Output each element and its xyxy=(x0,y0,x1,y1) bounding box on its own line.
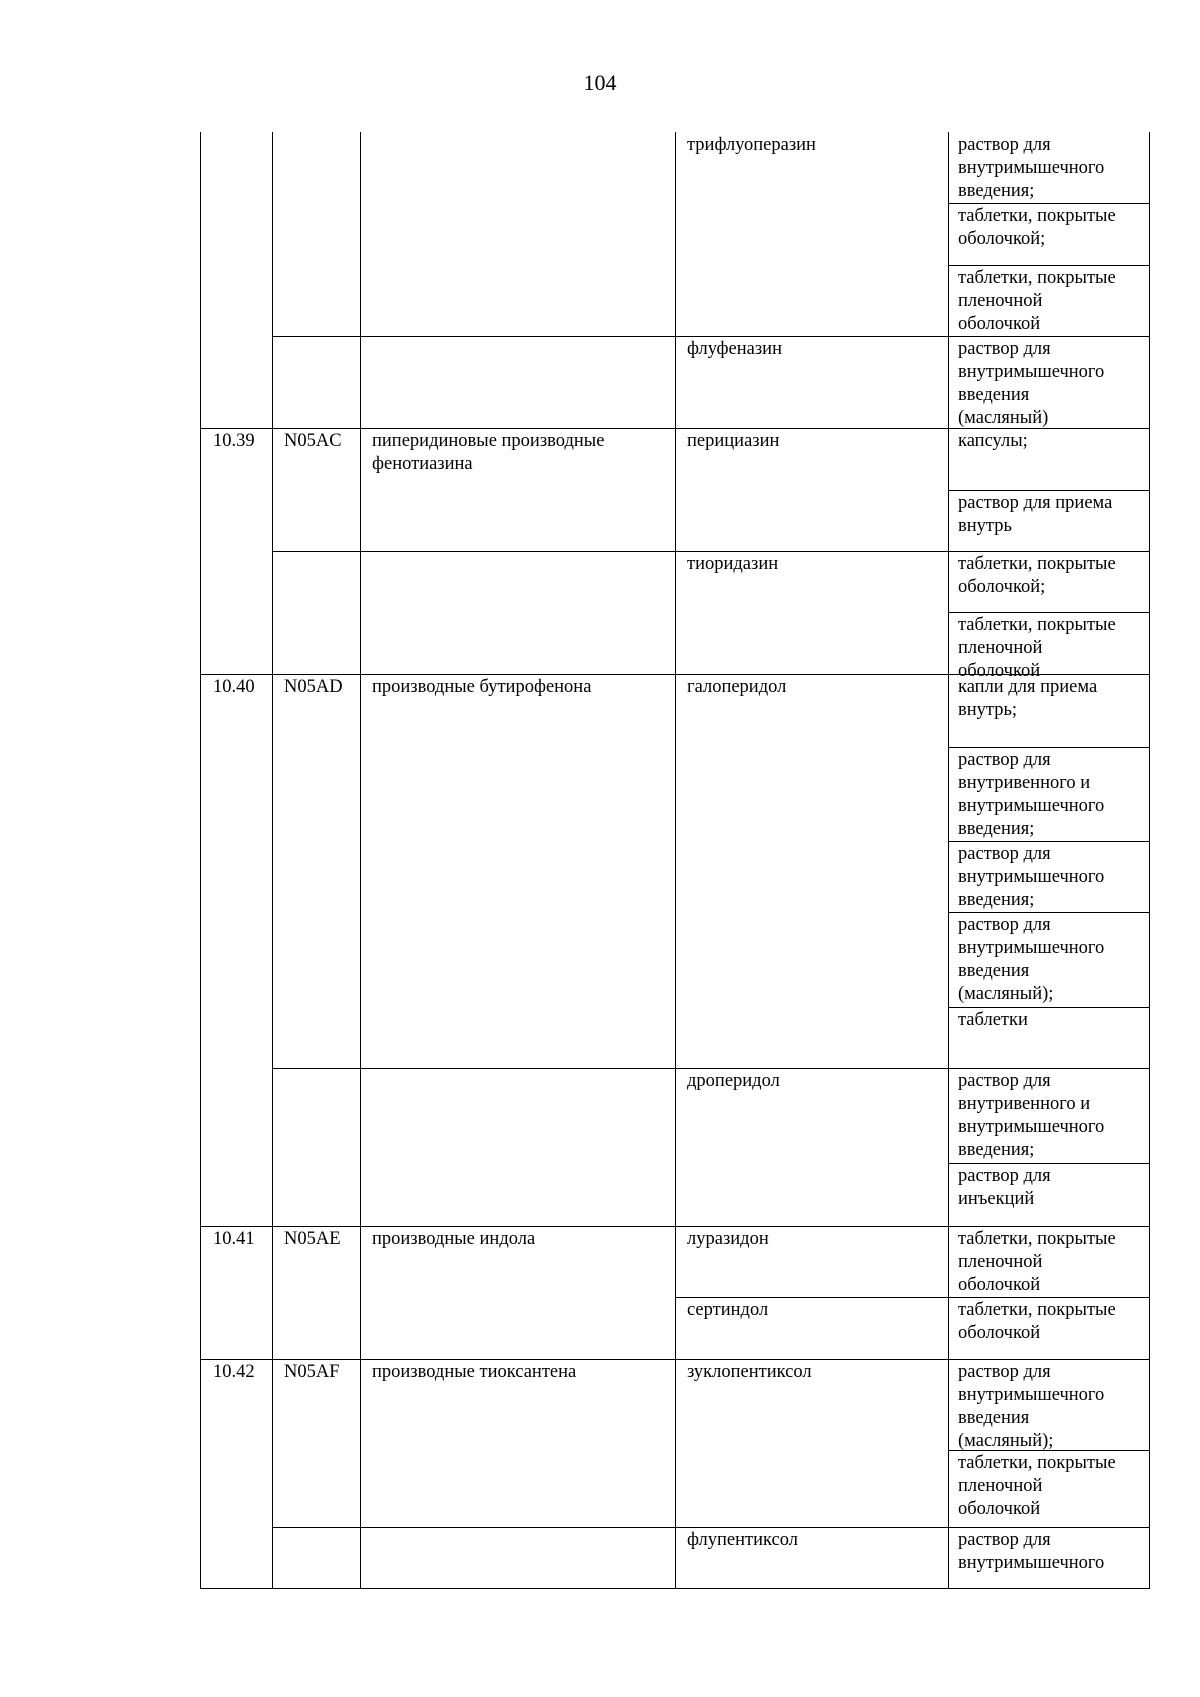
drug-name: перициазин xyxy=(687,431,780,451)
atc-code: N05AF xyxy=(284,1362,340,1382)
col-divider-4 xyxy=(948,132,949,1589)
form-divider xyxy=(948,203,1150,204)
col-divider-5 xyxy=(1149,132,1150,1589)
drug-name: трифлуоперазин xyxy=(687,135,816,155)
drug-name: сертиндол xyxy=(687,1300,769,1320)
dosage-form: раствор для внутримышечного введения; xyxy=(958,135,1105,201)
form-divider xyxy=(948,912,1150,913)
drug-table xyxy=(200,132,1150,1589)
dosage-form: раствор для внутримышечного введения (масляный); xyxy=(958,1362,1105,1451)
col-divider-2 xyxy=(360,132,361,1589)
dosage-form: капсулы; xyxy=(958,431,1028,451)
dosage-form: раствор для внутримышечного введения (масляный); xyxy=(958,915,1105,1004)
dosage-form: раствор для внутримышечного xyxy=(958,1530,1105,1573)
row-divider xyxy=(201,1359,1150,1360)
group-name: производные тиоксантена xyxy=(372,1362,577,1382)
col-divider-3 xyxy=(675,132,676,1589)
drug-divider xyxy=(272,336,1150,337)
drug-divider xyxy=(272,1527,1150,1528)
dosage-form: таблетки, покрытые пленочной оболочкой xyxy=(958,1229,1116,1295)
dosage-form: раствор для внутримышечного введения (масляный) xyxy=(958,339,1105,428)
dosage-form: таблетки, покрытые пленочной оболочкой xyxy=(958,1453,1116,1519)
page-number: 104 xyxy=(583,70,617,95)
dosage-form: капли для приема внутрь; xyxy=(958,677,1098,720)
form-divider xyxy=(948,1007,1150,1008)
drug-divider xyxy=(675,1297,1150,1298)
dosage-form: таблетки, покрытые оболочкой; xyxy=(958,206,1116,249)
atc-code: N05AC xyxy=(284,431,342,451)
dosage-form: раствор для внутривенного и внутримышечного введения; xyxy=(958,750,1105,839)
atc-code: N05AD xyxy=(284,677,343,697)
dosage-form: таблетки, покрытые оболочкой; xyxy=(958,554,1116,597)
form-divider xyxy=(948,1163,1150,1164)
row-number: 10.40 xyxy=(213,677,255,697)
drug-name: луразидон xyxy=(687,1229,769,1249)
dosage-form: таблетки, покрытые пленочной оболочкой xyxy=(958,268,1116,334)
drug-name: дроперидол xyxy=(687,1071,780,1091)
dosage-form: раствор для приема внутрь xyxy=(958,493,1113,536)
dosage-form: таблетки, покрытые пленочной оболочкой xyxy=(958,615,1116,681)
dosage-form: раствор для внутримышечного введения; xyxy=(958,844,1105,910)
drug-name: зуклопентиксол xyxy=(687,1362,812,1382)
form-divider xyxy=(948,490,1150,491)
drug-name: флупентиксол xyxy=(687,1530,798,1550)
atc-code: N05AE xyxy=(284,1229,341,1249)
row-number: 10.41 xyxy=(213,1229,255,1249)
drug-divider xyxy=(272,551,1150,552)
drug-divider xyxy=(272,1068,1150,1069)
dosage-form: раствор для инъекций xyxy=(958,1166,1051,1209)
group-name: пиперидиновые производные фенотиазина xyxy=(372,431,605,474)
row-number: 10.42 xyxy=(213,1362,255,1382)
form-divider xyxy=(948,612,1150,613)
dosage-form: таблетки xyxy=(958,1010,1028,1030)
dosage-form: раствор для внутривенного и внутримышечного введения; xyxy=(958,1071,1105,1160)
form-divider xyxy=(948,265,1150,266)
form-divider xyxy=(948,747,1150,748)
row-divider xyxy=(201,1226,1150,1227)
drug-name: тиоридазин xyxy=(687,554,779,574)
group-name: производные бутирофенона xyxy=(372,677,592,697)
form-divider xyxy=(948,841,1150,842)
group-name: производные индола xyxy=(372,1229,536,1249)
dosage-form: таблетки, покрытые оболочкой xyxy=(958,1300,1116,1343)
drug-name: флуфеназин xyxy=(687,339,782,359)
row-number: 10.39 xyxy=(213,431,255,451)
col-divider-1 xyxy=(272,132,273,1589)
drug-name: галоперидол xyxy=(687,677,787,697)
